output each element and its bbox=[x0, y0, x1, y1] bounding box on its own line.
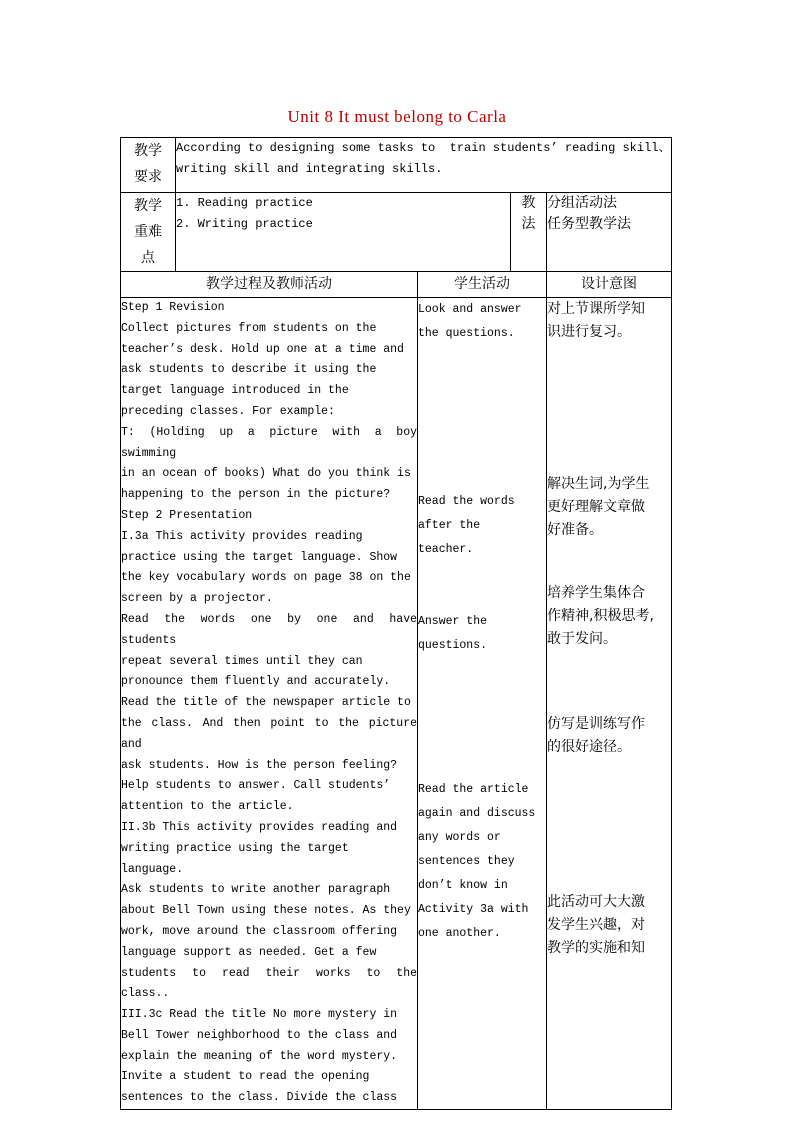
process-line: happening to the person in the picture? bbox=[121, 488, 391, 502]
student-activity-cell bbox=[418, 298, 547, 1110]
process-line: T: (Holding up a picture with a boy swimming bbox=[121, 425, 417, 460]
design-intent-header: 设计意图 bbox=[547, 272, 672, 298]
key-points-label-line: 点 bbox=[141, 250, 155, 266]
process-line: Step 1 Revision bbox=[121, 301, 225, 314]
student-activity-1 bbox=[418, 298, 546, 346]
activity-line: teacher. bbox=[418, 543, 474, 556]
student-activity-4 bbox=[418, 778, 546, 946]
key-point-item: 2. Writing practice bbox=[176, 217, 313, 231]
activity-line: the questions. bbox=[418, 327, 515, 340]
activity-line: Look and answer bbox=[418, 303, 522, 316]
lesson-plan-table bbox=[120, 137, 672, 1110]
intent-line: 的很好途径。 bbox=[547, 739, 631, 755]
process-line: the key vocabulary words on page 38 on the bbox=[121, 571, 411, 585]
process-line: ask students to describe it using the bbox=[121, 363, 377, 377]
process-line: Collect pictures from students on the bbox=[121, 321, 377, 335]
intent-line: 作精神,积极思考, bbox=[547, 608, 654, 624]
activity-line: after the bbox=[418, 519, 481, 532]
process-line: preceding classes. For example: bbox=[121, 404, 335, 418]
design-intent-2 bbox=[547, 473, 671, 542]
process-line: pronounce them fluently and accurately. bbox=[121, 675, 391, 689]
process-lines bbox=[121, 298, 417, 1109]
process-line: repeat several times until they can bbox=[121, 654, 363, 668]
activity-line: again and discuss bbox=[418, 807, 536, 820]
activity-line: sentences they bbox=[418, 855, 515, 868]
process-line: about Bell Town using these notes. As they bbox=[121, 904, 411, 918]
key-points-row bbox=[121, 193, 672, 272]
requirements-row bbox=[121, 138, 672, 193]
student-activity-2 bbox=[418, 490, 546, 562]
teacher-process-cell bbox=[121, 298, 418, 1110]
key-points-label-line: 教学 bbox=[134, 198, 162, 214]
process-line: writing practice using the target bbox=[121, 841, 349, 855]
design-intent-3 bbox=[547, 582, 671, 651]
activity-line: Read the article bbox=[418, 783, 529, 796]
design-intent-cell bbox=[547, 298, 672, 1110]
student-activity-header: 学生活动 bbox=[418, 272, 547, 298]
intent-line: 仿写是训练写作 bbox=[547, 716, 645, 732]
method-item: 任务型教学法 bbox=[547, 216, 631, 232]
process-header: 教学过程及教师活动 bbox=[121, 272, 418, 298]
process-line: explain the meaning of the word mystery. bbox=[121, 1049, 398, 1063]
key-points-text bbox=[176, 193, 511, 272]
intent-line: 发学生兴趣，对 bbox=[547, 917, 645, 933]
requirements-text bbox=[176, 138, 672, 193]
process-line: Step 2 Presentation bbox=[121, 508, 253, 522]
process-line: students to read their works to the class.. bbox=[121, 966, 417, 1001]
intent-line: 敢于发问。 bbox=[547, 631, 617, 647]
intent-line: 解决生词,为学生 bbox=[547, 476, 650, 492]
key-point-item: 1. Reading practice bbox=[176, 196, 313, 210]
requirements-line: According to designing some tasks to train students’ reading skill、 bbox=[176, 141, 671, 155]
column-header-row bbox=[121, 272, 672, 298]
requirements-line: writing skill and integrating skills. bbox=[176, 162, 443, 176]
process-line: sentences to the class. Divide the class bbox=[121, 1091, 398, 1105]
intent-line: 识进行复习。 bbox=[547, 324, 631, 340]
activity-line: one another. bbox=[418, 927, 501, 940]
requirements-label bbox=[121, 138, 176, 193]
requirements-label-line: 要求 bbox=[134, 169, 162, 185]
requirements-label-line: 教学 bbox=[134, 143, 162, 159]
content-row bbox=[121, 298, 672, 1110]
process-line: the class. And then point to the picture and bbox=[121, 716, 417, 751]
process-line: III.3c Read the title No more mystery in bbox=[121, 1008, 398, 1022]
process-line: II.3b This activity provides reading and bbox=[121, 820, 398, 834]
intent-line: 培养学生集体合 bbox=[547, 585, 645, 601]
process-line: language. bbox=[121, 862, 184, 876]
design-intent-1 bbox=[547, 298, 671, 344]
activity-line: any words or bbox=[418, 831, 501, 844]
process-line: attention to the article. bbox=[121, 800, 294, 814]
design-intent-4 bbox=[547, 713, 671, 759]
process-line: Help students to answer. Call students’ bbox=[121, 779, 391, 793]
process-line: in an ocean of books) What do you think is bbox=[121, 467, 411, 481]
process-line: teacher’s desk. Hold up one at a time and bbox=[121, 342, 404, 356]
activity-line: Read the words bbox=[418, 495, 515, 508]
process-line: Ask students to write another paragraph bbox=[121, 883, 391, 897]
process-line: Invite a student to read the opening bbox=[121, 1070, 370, 1084]
process-line: practice using the target language. Show bbox=[121, 550, 398, 564]
key-points-label bbox=[121, 193, 176, 272]
intent-line: 此活动可大大激 bbox=[547, 894, 645, 910]
activity-line: questions. bbox=[418, 639, 488, 652]
process-line: language support as needed. Get a few bbox=[121, 945, 377, 959]
key-points-label-line: 重难 bbox=[134, 224, 162, 240]
process-line: Read the title of the newspaper article to bbox=[121, 696, 411, 710]
process-line: I.3a This activity provides reading bbox=[121, 529, 363, 543]
intent-line: 更好理解文章做 bbox=[547, 499, 645, 515]
activity-line: Answer the bbox=[418, 615, 488, 628]
intent-line: 教学的实施和知 bbox=[547, 940, 645, 956]
method-label-line: 教 bbox=[521, 195, 536, 211]
process-line: Bell Tower neighborhood to the class and bbox=[121, 1028, 398, 1042]
process-line: screen by a projector. bbox=[121, 592, 273, 606]
process-line: target language introduced in the bbox=[121, 384, 349, 398]
process-line: ask students. How is the person feeling? bbox=[121, 758, 398, 772]
student-activity-3 bbox=[418, 610, 546, 658]
method-label-line: 法 bbox=[521, 216, 536, 232]
activity-line: don’t know in bbox=[418, 879, 508, 892]
method-text bbox=[547, 193, 672, 272]
process-line: work, move around the classroom offering bbox=[121, 924, 398, 938]
process-line: Read the words one by one and have students bbox=[121, 612, 417, 647]
intent-line: 好准备。 bbox=[547, 522, 603, 538]
method-label bbox=[511, 193, 547, 272]
method-item: 分组活动法 bbox=[547, 195, 617, 211]
intent-line: 对上节课所学知 bbox=[547, 301, 645, 317]
design-intent-5 bbox=[547, 891, 671, 960]
activity-line: Activity 3a with bbox=[418, 903, 529, 916]
document-title: Unit 8 It must belong to Carla bbox=[287, 107, 507, 126]
